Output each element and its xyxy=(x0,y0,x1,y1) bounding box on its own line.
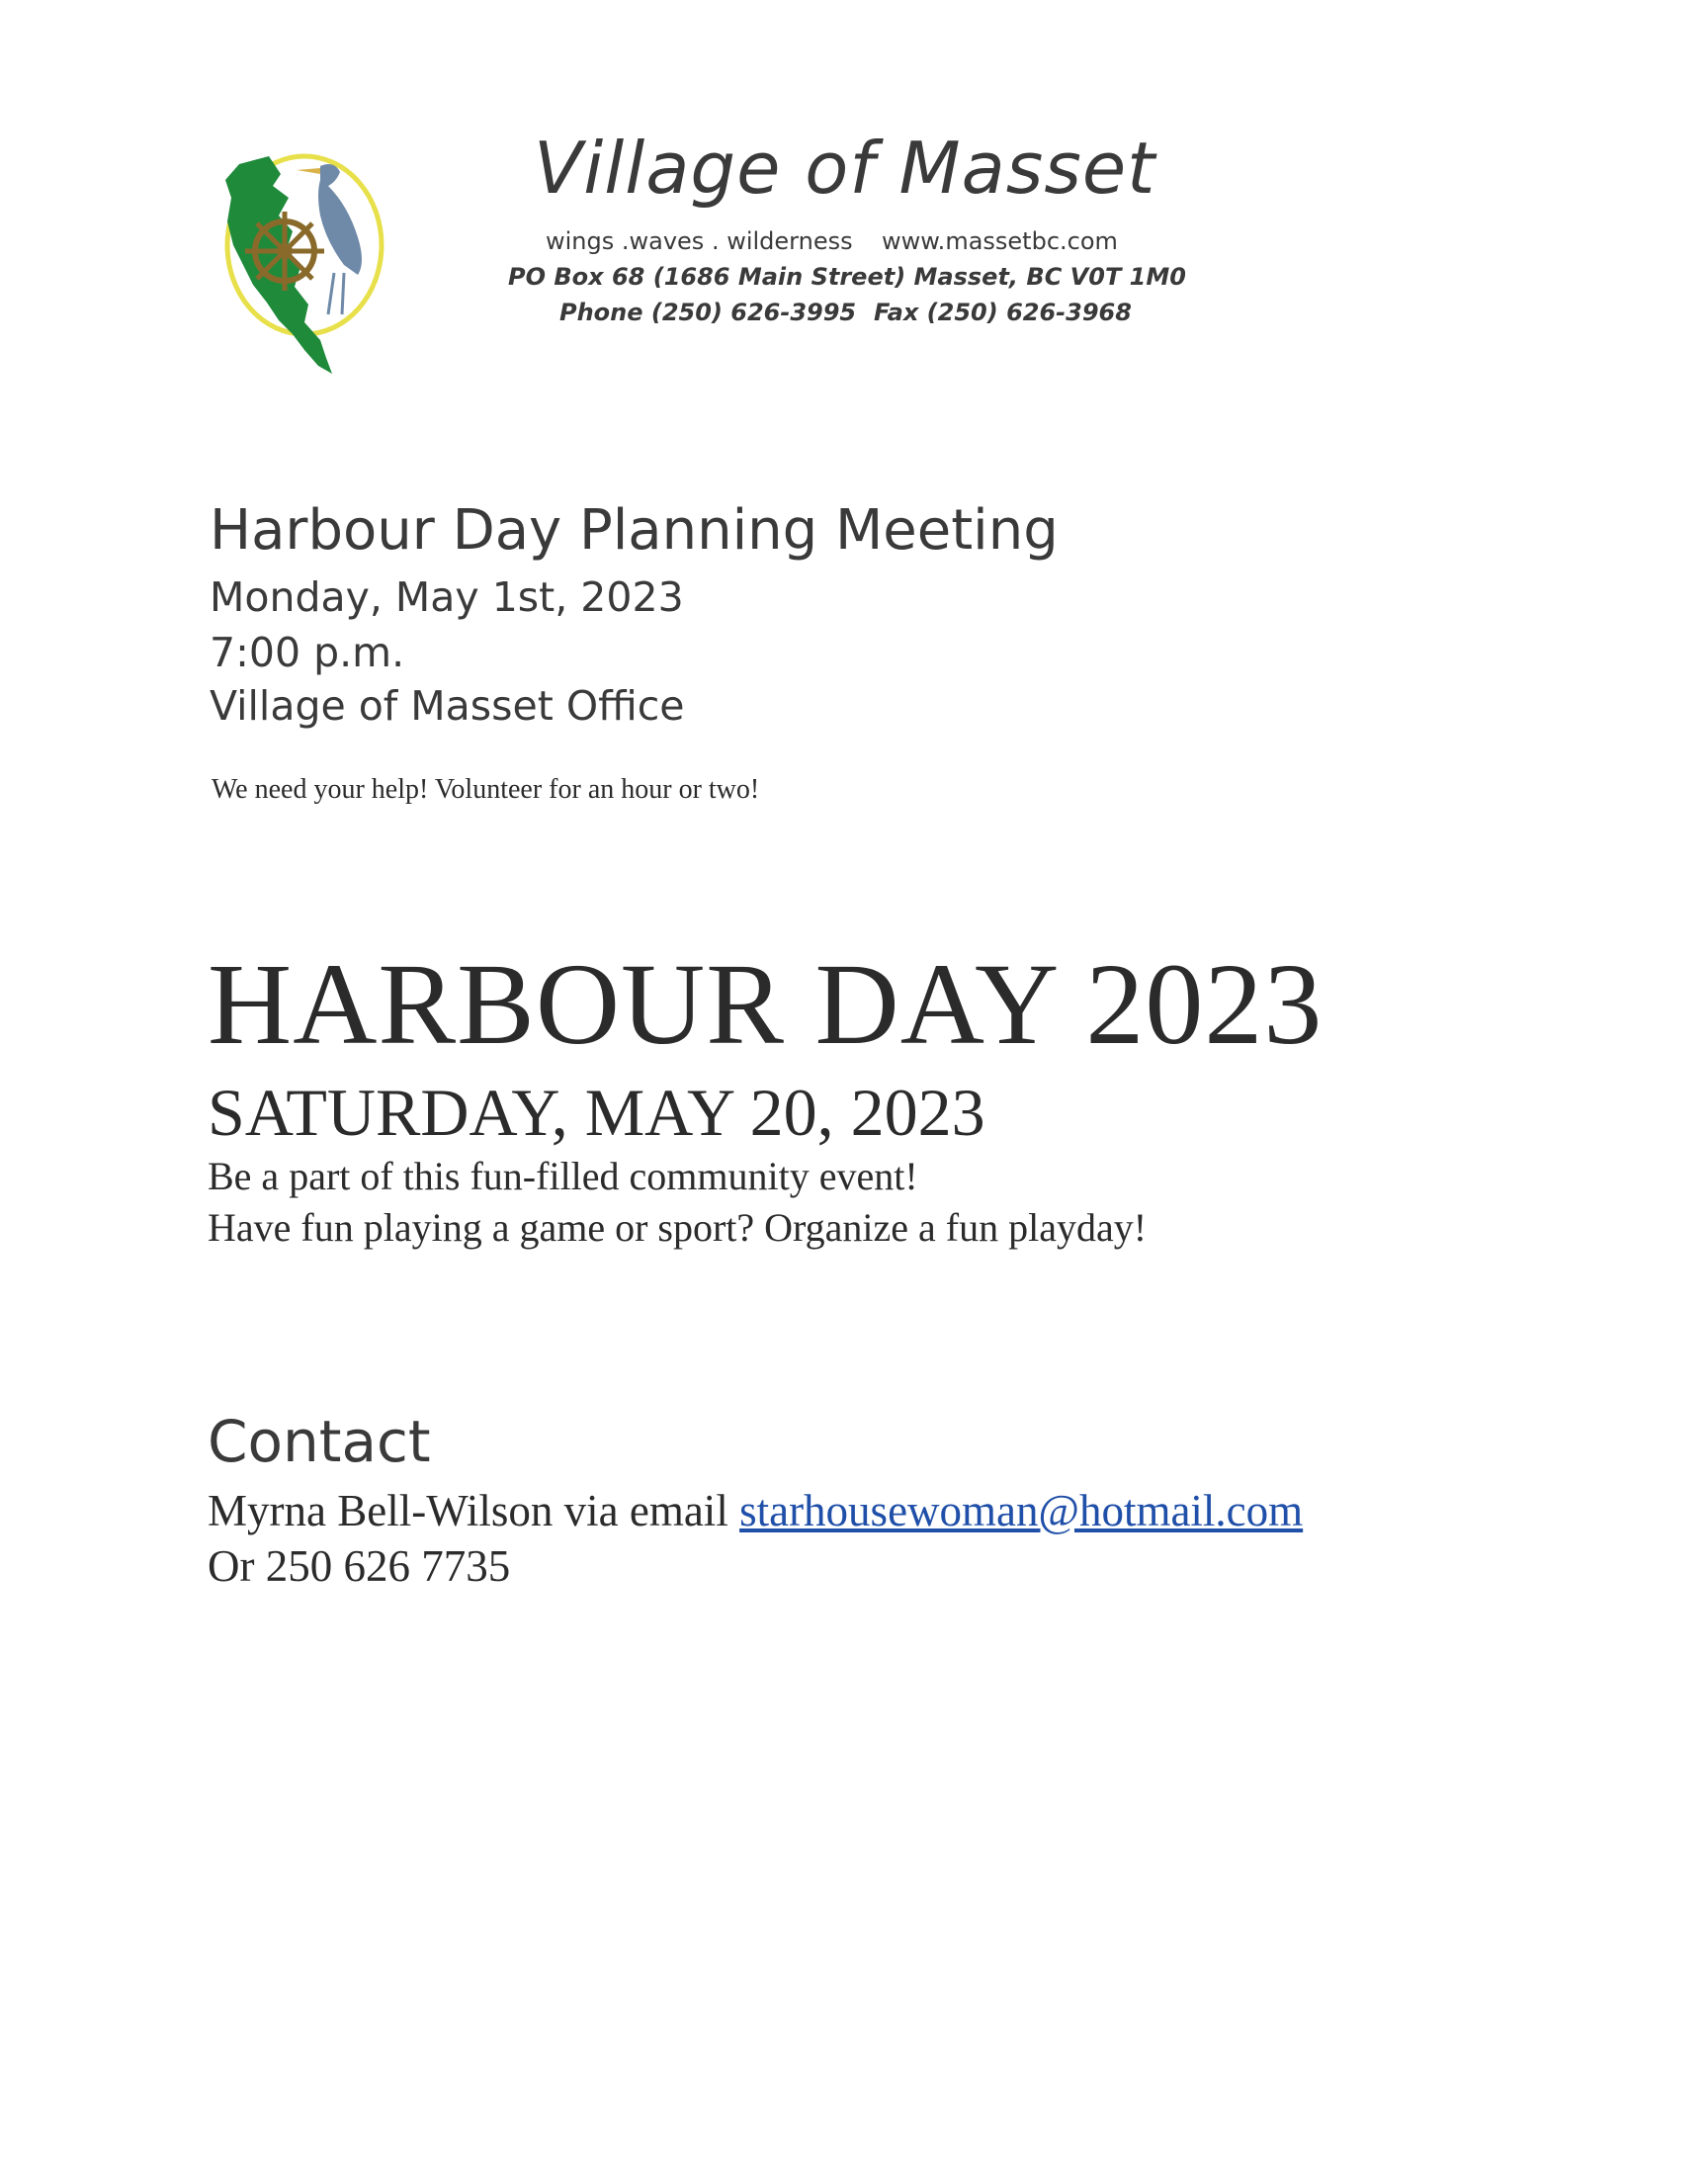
meeting-date: Monday, May 1st, 2023 xyxy=(210,573,684,621)
letterhead-fax: Fax (250) 626-3968 xyxy=(874,299,1132,326)
meeting-title: Harbour Day Planning Meeting xyxy=(210,498,1059,563)
village-logo-icon xyxy=(210,146,397,376)
event-date: SATURDAY, MAY 20, 2023 xyxy=(208,1075,985,1150)
letterhead-title: Village of Masset xyxy=(534,127,1156,210)
volunteer-text: We need your help! Volunteer for an hour or two! xyxy=(212,774,760,805)
letterhead-phone: Phone (250) 626-3995 xyxy=(559,299,857,326)
event-description-1: Be a part of this fun-filled community event! xyxy=(208,1154,918,1198)
event-description-2: Have fun playing a game or sport? Organize a fun playday! xyxy=(208,1205,1148,1250)
letterhead-tagline: wings .waves . wilderness xyxy=(546,227,853,255)
contact-email-link[interactable]: starhousewoman@hotmail.com xyxy=(739,1486,1304,1535)
contact-line xyxy=(208,1485,1303,1536)
meeting-time: 7:00 p.m. xyxy=(210,629,405,676)
contact-heading: Contact xyxy=(208,1408,431,1475)
contact-phone: Or 250 626 7735 xyxy=(208,1541,511,1591)
contact-prefix: Myrna Bell-Wilson via email xyxy=(208,1486,740,1535)
letterhead-address: PO Box 68 (1686 Main Street) Masset, BC V0T 1M0 xyxy=(508,263,1186,291)
letterhead-website[interactable]: www.massetbc.com xyxy=(882,227,1118,255)
meeting-location: Village of Masset Office xyxy=(210,682,685,730)
event-title: HARBOUR DAY 2023 xyxy=(208,939,1324,1069)
